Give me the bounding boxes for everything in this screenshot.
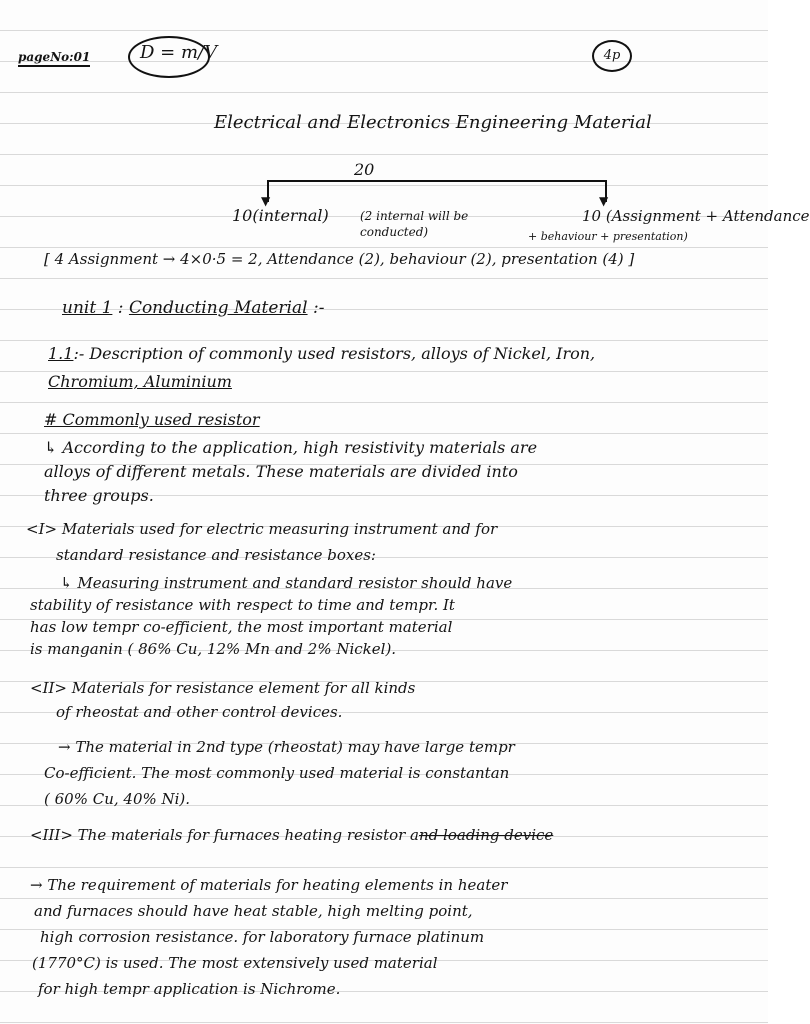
group-2-body-line: ( 60% Cu, 40% Ni). [44,790,191,808]
group-2-body-line: → The material in 2nd type (rheostat) may have large tempr [58,738,515,756]
total-marks: 20 [354,160,375,179]
assignment-breakdown: [ 4 Assignment → 4×0·5 = 2, Attendance (2), behaviour (2), presentation (4) ] [44,250,635,268]
unit-suffix: :- [312,298,325,318]
group-1-body-line: is manganin ( 86% Cu, 12% Mn and 2% Nickel). [30,640,397,658]
group-2-body-line: Co-efficient. The most commonly used material is constantan [44,764,510,782]
group-3-body-line: (1770°C) is used. The most extensively used material [32,954,438,972]
group-3-body-line: and furnaces should have heat stable, high melting point, [34,902,473,920]
assignment-marks-note: + behaviour + presentation) [528,230,688,243]
page-title: Electrical and Electronics Engineering Material [214,112,652,133]
intro-paragraph [44,436,734,508]
group-3-struck-text: nd loading device [419,826,554,844]
group-1-body [30,572,750,660]
arrow-down-icon: ▼ [261,194,271,208]
group-2-heading-line: <II> Materials for resistance element for all kinds [30,679,416,697]
group-1-heading-line: standard resistance and resistance boxes: [56,546,376,564]
group-3-body [30,872,730,1002]
group-3-heading [30,826,553,844]
unit-title: Conducting Material [128,298,308,318]
formula-text: D = m/V [140,42,218,63]
density-formula [128,36,218,78]
group-1-heading-line: <I> Materials used for electric measuring instrument and for [26,520,498,538]
section-line-2: Chromium, Aluminium [48,372,232,391]
unit-label: unit 1 [62,298,113,318]
resistor-heading: # Commonly used resistor [44,410,260,429]
intro-line: alloys of different metals. These materials are divided into [44,462,518,481]
page-number: pageNo:01 [18,50,90,67]
group-2-body [44,734,764,812]
group-1-body-line: stability of resistance with respect to time and tempr. It [30,596,455,614]
section-number: 1.1 [48,344,74,363]
page-count-badge: 4p [592,40,632,72]
assignment-marks: 10 (Assignment + Attendance [582,207,810,225]
group-3-body-line: high corrosion resistance. for laboratory furnace platinum [40,928,485,946]
intro-line: three groups. [44,486,154,505]
marks-bracket [267,180,607,182]
group-2-heading-line: of rheostat and other control devices. [56,703,343,721]
group-3-body-line: for high tempr application is Nichrome. [38,980,341,998]
arrow-down-icon: ▼ [599,194,609,208]
section-line-1: :- Description of commonly used resistors, alloys of Nickel, Iron, [73,344,596,363]
group-3-heading-text: <III> The materials for furnaces heating resistor a [30,826,420,844]
internal-marks-note: (2 internal will be conducted) [360,209,469,239]
internal-marks: 10(internal) [232,206,329,225]
group-1-body-line: has low tempr co-efficient, the most important material [30,618,453,636]
unit-heading: unit 1 : Conducting Material :- [62,298,325,318]
group-1-heading [26,516,736,568]
section-description [48,340,748,396]
group-3-body-line: → The requirement of materials for heating elements in heater [30,876,508,894]
group-2-heading [30,676,745,724]
group-1-body-line: ↳ Measuring instrument and standard resistor should have [60,574,513,592]
intro-line: ↳ According to the application, high resistivity materials are [44,438,538,457]
